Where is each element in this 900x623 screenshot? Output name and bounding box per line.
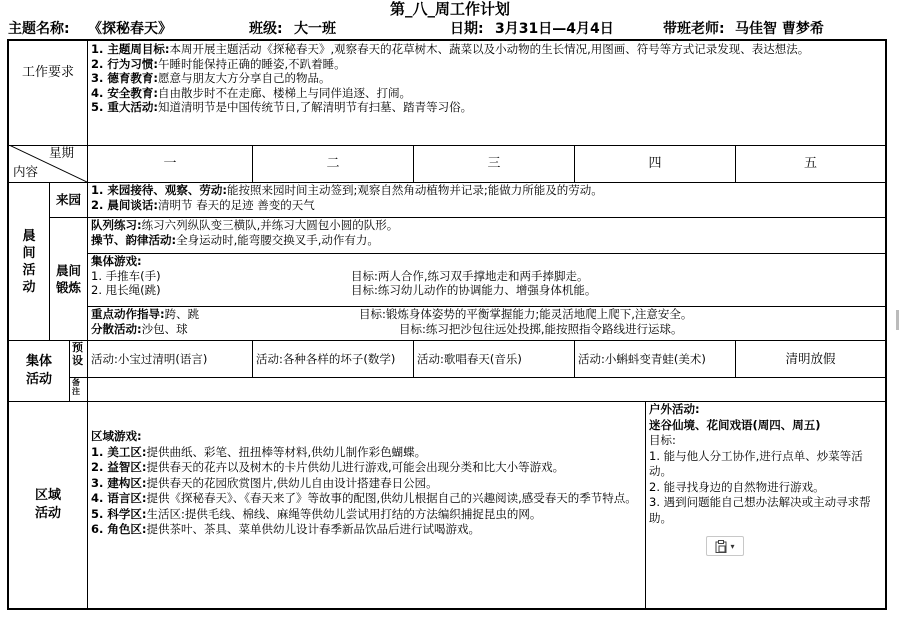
class-value: 大一班 xyxy=(294,21,336,37)
header-bar xyxy=(8,19,893,39)
clipboard-icon xyxy=(715,540,727,553)
group-games: 集体游戏: 1. 手推车(手) 目标:两人合作,练习双手撑地走和两手捧脚走。 2. 甩长绳(跳) 目标:练习幼儿动作的协调能力、增强身体机能。 xyxy=(91,254,883,306)
activity-thursday: 活动:小蝌蚪变青蛙(美术) xyxy=(578,351,706,366)
chevron-down-icon: ▾ xyxy=(730,541,735,551)
list-item: 4. 语言区:提供《探秘春天》、《春天来了》等故事的配图,供幼儿根据自己的兴趣阅读,感受春天的季节特点。 xyxy=(91,491,637,505)
requirement-item: 5. 重大活动:知道清明节是中国传统节日,了解清明节有扫墓、踏青等习俗。 xyxy=(91,100,473,114)
list-item: 3. 遇到问题能自己想办法解决或主动寻求帮助。 xyxy=(649,495,871,525)
list-item: 1. 手推车(手) 目标:两人合作,练习双手撑地走和两手捧脚走。 xyxy=(91,268,589,283)
theme-value: 《探秘春天》 xyxy=(88,21,172,37)
day-tuesday: 二 xyxy=(326,155,340,171)
day-monday: 一 xyxy=(163,155,177,171)
activity-friday: 清明放假 xyxy=(785,350,836,366)
outdoor-activity: 户外活动: 迷谷仙境、花间戏语(周四、周五) 目标: 1. 能与他人分工协作,进行点单、炒菜等活动。 2. 能寻找身边的自然物进行游戏。 3. 遇到问题能自己想办法解决或主动寻求帮助。 xyxy=(649,402,885,608)
area-games: 区域游戏: 1. 美工区:提供曲纸、彩笔、扭扭棒等材料,供幼儿制作彩色蝴蝶。 2. 益智区:提供春天的花卉以及树木的卡片供幼儿进行游戏,可能会出现分类和比大小等游戏。 3. 建构区:提供春天的花园欣赏图片,供幼儿自由设计搭建春日公园。 4. 语言区:提供《探秘春天》、《春天来了》等故事的配图,供幼儿根据自己的兴趣阅读,感受春天的季节特点。 5. 科学区:生活区:提供毛线、棉线、麻绳等供幼儿尝试用打结的方法编织捕捉昆虫的网。 6. 角色区:提供茶叶、茶具、菜单供幼儿设计春季新品饮品后进行试喝游戏。 xyxy=(91,429,643,607)
note-label: 备注 xyxy=(72,378,80,396)
list-item: 1. 美工区:提供曲纸、彩笔、扭扭棒等材料,供幼儿制作彩色蝴蝶。 xyxy=(91,444,427,459)
requirement-item: 1. 主题周目标:本周开展主题活动《探秘春天》,观察春天的花草树木、蔬菜以及小动物的生长情况,用图画、符号等方式记录发现、表达想法。 xyxy=(91,42,810,56)
area-activity-label: 区域活动 xyxy=(34,488,61,521)
day-wednesday: 三 xyxy=(487,155,501,171)
exercise-label: 晨间锻炼 xyxy=(55,263,81,295)
list-item: 5. 科学区:生活区:提供毛线、棉线、麻绳等供幼儿尝试用打结的方法编织捕捉昆虫的网。 xyxy=(91,506,542,521)
work-requirements-list xyxy=(91,42,883,145)
page-title: 第_八_周工作计划 xyxy=(389,0,510,18)
day-friday: 五 xyxy=(803,155,817,171)
class-label: 班级: xyxy=(249,21,283,37)
content-label: 内容 xyxy=(13,165,39,179)
date-value: 3月31日—4月4日 xyxy=(495,21,614,37)
work-requirements-label: 工作要求 xyxy=(21,64,74,80)
list-item: 2. 甩长绳(跳) 目标:练习幼儿动作的协调能力、增强身体机能。 xyxy=(91,283,597,297)
activity-monday: 活动:小宝过清明(语言) xyxy=(91,351,208,366)
formation-and-rhythm: 队列练习:练习六列纵队变三横队,并练习大圆包小圆的队形。 操节、韵律活动:全身运动时,能弯腰交换叉手,动作有力。 xyxy=(91,218,399,247)
arrival-content: 1. 来园接待、观察、劳动:能按照来园时间主动签到;观察自然角动植物并记录;能做力所能及的劳动。 2. 晨间谈话:清明节 春天的足迹 善变的天气 xyxy=(91,183,603,212)
plan-table xyxy=(7,39,887,610)
list-item: 6. 角色区:提供茶叶、茶具、菜单供幼儿设计春季新品饮品后进行试喝游戏。 xyxy=(91,522,480,536)
preset-label: 预设 xyxy=(72,341,83,367)
requirement-item: 3. 德育教育:愿意与朋友大方分享自己的物品。 xyxy=(91,71,331,85)
arrival-label: 来园 xyxy=(55,191,81,207)
date-label: 日期: xyxy=(450,21,484,37)
activity-wednesday: 活动:歌唱春天(音乐) xyxy=(417,351,522,366)
list-item: 2. 能寻找身边的自然物进行游戏。 xyxy=(649,479,825,494)
requirement-item: 4. 安全教育:自由散步时不在走廊、楼梯上与同伴追逐、打闹。 xyxy=(91,85,411,100)
list-item: 2. 益智区:提供春天的花卉以及树木的卡片供幼儿进行游戏,可能会出现分类和比大小等游戏。 xyxy=(91,460,565,474)
list-item: 3. 建构区:提供春天的花园欣赏图片,供幼儿自由设计搭建春日公园。 xyxy=(91,475,438,490)
paste-options-button[interactable] xyxy=(706,536,744,556)
activity-tuesday: 活动:各种各样的坏子(数学) xyxy=(256,351,396,366)
morning-activity-label: 晨间活动 xyxy=(22,228,36,295)
day-thursday: 四 xyxy=(648,155,662,171)
theme-label: 主题名称: xyxy=(8,21,70,37)
teacher-label: 带班老师: xyxy=(663,21,725,37)
guidance-and-scattered: 重点动作指导:跨、跳 目标:锻炼身体姿势的平衡掌握能力;能灵活地爬上爬下,注意安全。 分散活动:沙包、球 目标:练习把沙包往远处投掷,能按照指令路线进行运球。 xyxy=(91,307,693,336)
group-activity-label: 集体活动 xyxy=(25,354,52,387)
requirement-item: 2. 行为习惯:午睡时能保持正确的睡姿,不趴着睡。 xyxy=(91,56,346,71)
weekday-star-label: 星期 xyxy=(49,146,75,160)
list-item: 1. 能与他人分工协作,进行点单、炒菜等活动。 xyxy=(649,448,863,478)
scrollbar-thumb[interactable] xyxy=(896,310,899,330)
teacher-value: 马佳智 曹梦希 xyxy=(735,21,824,37)
